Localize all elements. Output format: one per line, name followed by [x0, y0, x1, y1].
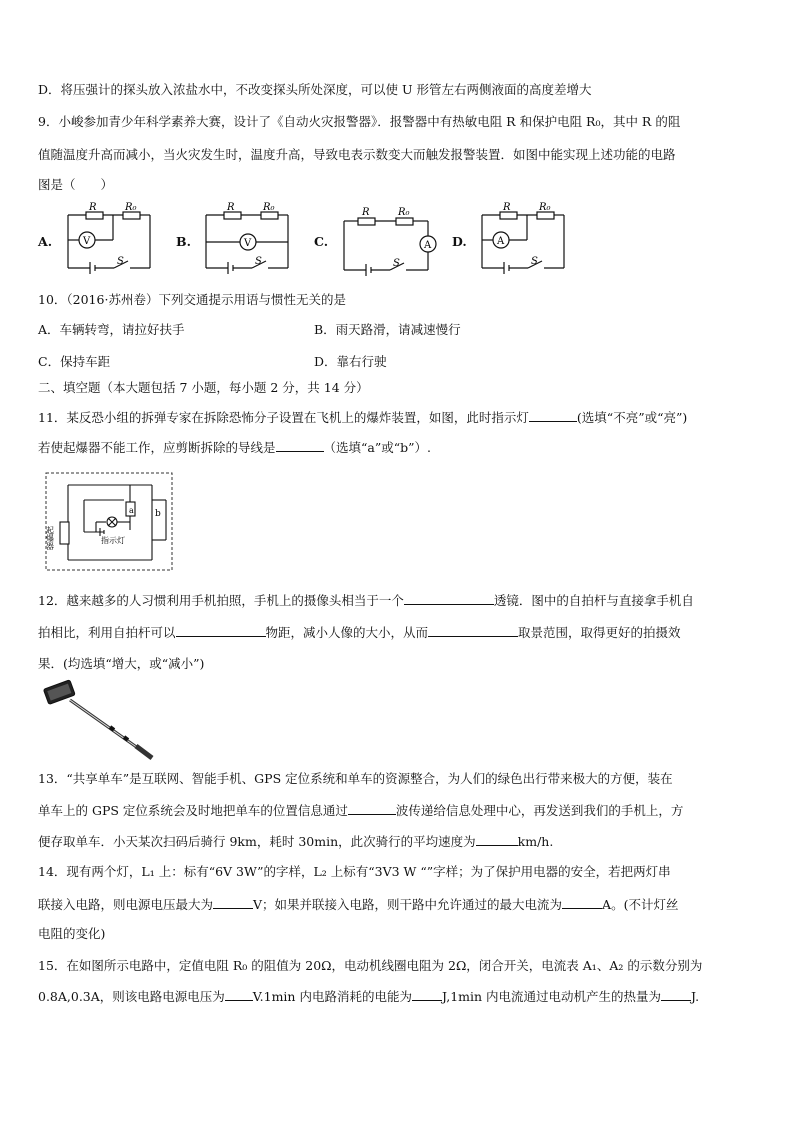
q9-stem-line2: 值随温度升高而减小，当火灾发生时，温度升高，导致电表示数变大而触发报警装置．如图中能实现上述功能的电路	[38, 147, 676, 162]
q10-stem: 10．（2016·苏州卷）下列交通提示用语与惯性无关的是	[38, 292, 346, 307]
q9c-switch-label: S	[393, 258, 400, 269]
q12-blank-3[interactable]	[428, 624, 518, 637]
q9-circuit-b	[200, 202, 296, 278]
q9-option-b-label: B.	[176, 234, 191, 249]
q13-blank-1[interactable]	[348, 802, 396, 815]
selfie-stick-figure	[40, 678, 160, 764]
q15-blank-1[interactable]	[225, 988, 253, 1001]
q9b-r0-label: R₀	[263, 202, 275, 213]
q9d-switch-label: S	[531, 256, 538, 267]
q15-line2: 0.8A,0.3A，则该电路电源电压为 V.1min 内电路消耗的电能为 J,1min 内电流通过电动机产生的热量为 J.	[38, 989, 700, 1004]
q11-fig-a-label: a	[129, 506, 134, 515]
q11-fig-indicator-label: 指示灯	[101, 536, 125, 545]
q11-blank-1[interactable]	[529, 409, 577, 422]
q9d-r0-label: R₀	[539, 202, 551, 213]
section-fill-in-heading: 二、填空题（本大题包括 7 小题，每小题 2 分，共 14 分）	[38, 380, 369, 395]
q14-blank-1[interactable]	[213, 896, 253, 909]
q9b-switch-label: S	[255, 256, 262, 267]
q9-option-a-label: A.	[38, 234, 53, 249]
q14-blank-2[interactable]	[562, 896, 602, 909]
q9c-r0-label: R₀	[398, 207, 410, 218]
q9a-r0-label: R₀	[125, 202, 137, 213]
q12-blank-1[interactable]	[404, 592, 494, 605]
q15-blank-2[interactable]	[412, 988, 442, 1001]
q14-line2: 联接入电路，则电源电压最大为 V；如果并联接入电路，则干路中允许通过的最大电流为 A。(不计灯丝	[38, 897, 679, 912]
q11-blank-2[interactable]	[276, 439, 324, 452]
q12-blank-2[interactable]	[176, 624, 266, 637]
q10-option-c: C．保持车距	[38, 354, 111, 369]
q11-fig-detonator-label: 起爆器	[45, 526, 55, 550]
q8-option-d: D．将压强计的探头放入浓盐水中，不改变探头所处深度，可以使 U 形管左右两侧液面的高度差增大	[38, 82, 592, 97]
q11-line1: 11．某反恐小组的拆弹专家在拆除恐怖分子设置在飞机上的爆炸装置，如图，此时指示灯 (选填“不亮”或“亮”)	[38, 410, 688, 425]
q9-circuit-d	[476, 202, 572, 278]
q9-option-c-label: C.	[314, 234, 329, 249]
q10-option-d: D．靠右行驶	[314, 354, 387, 369]
q12-line3: 果．(均选填“增大，或“减小”)	[38, 656, 205, 671]
q9a-voltmeter-label: V	[83, 236, 91, 247]
q15-blank-3[interactable]	[661, 988, 691, 1001]
q9d-ammeter-label: A	[497, 236, 505, 247]
q9-stem-line1: 9．小峻参加青少年科学素养大赛，设计了《自动火灾报警器》．报警器中有热敏电阻 R 和保护电阻 R₀，其中 R 的阻	[38, 114, 681, 129]
q11-bomb-circuit-figure	[44, 470, 176, 574]
q14-line3: 电阻的变化)	[38, 926, 106, 941]
q9a-switch-label: S	[117, 256, 124, 267]
q13-line1: 13．“共享单车”是互联网、智能手机、GPS 定位系统和单车的资源整合，为人们的绿色出行带来极大的方便，装在	[38, 771, 673, 786]
q9-option-d-label: D.	[452, 234, 467, 249]
q15-line1: 15．在如图所示电路中，定值电阻 R₀ 的阻值为 20Ω，电动机线圈电阻为 2Ω，闭合开关，电流表 A₁、A₂ 的示数分别为	[38, 958, 703, 973]
q9-stem-line3: 图是（ ）	[38, 177, 114, 192]
q9d-r-label: R	[503, 202, 511, 213]
q10-option-b: B．雨天路滑，请减速慢行	[314, 322, 461, 337]
q9b-r-label: R	[227, 202, 235, 213]
q13-blank-2[interactable]	[476, 833, 518, 846]
q9c-ammeter-label: A	[424, 240, 432, 251]
q9c-r-label: R	[362, 207, 370, 218]
q11-line2: 若使起爆器不能工作，应剪断拆除的导线是 （选填“a”或“b”）.	[38, 440, 432, 455]
q9b-voltmeter-label: V	[244, 238, 252, 249]
q9a-r-label: R	[89, 202, 97, 213]
q14-line1: 14．现有两个灯，L₁ 上：标有“6V 3W”的字样，L₂ 上标有“3V3 W “”字样；为了保护用电器的安全，若把两灯串	[38, 864, 671, 879]
q9-circuit-c	[338, 202, 438, 278]
q12-line1: 12．越来越多的人习惯利用手机拍照，手机上的摄像头相当于一个 透镜．图中的自拍杆与直接拿手机自	[38, 593, 694, 608]
q10-option-a: A．车辆转弯，请拉好扶手	[38, 322, 185, 337]
q13-line2: 单车上的 GPS 定位系统会及时地把单车的位置信息通过 波传递给信息处理中心，再发送到我们的手机上，方	[38, 803, 684, 818]
q9-circuit-a	[62, 202, 158, 278]
q13-line3: 便存取单车．小天某次扫码后骑行 9km，耗时 30min，此次骑行的平均速度为 km/h.	[38, 834, 554, 849]
q11-fig-b-label: b	[155, 509, 161, 519]
q12-line2: 拍相比，利用自拍杆可以 物距，减小人像的大小，从而 取景范围，取得更好的拍摄效	[38, 625, 681, 640]
